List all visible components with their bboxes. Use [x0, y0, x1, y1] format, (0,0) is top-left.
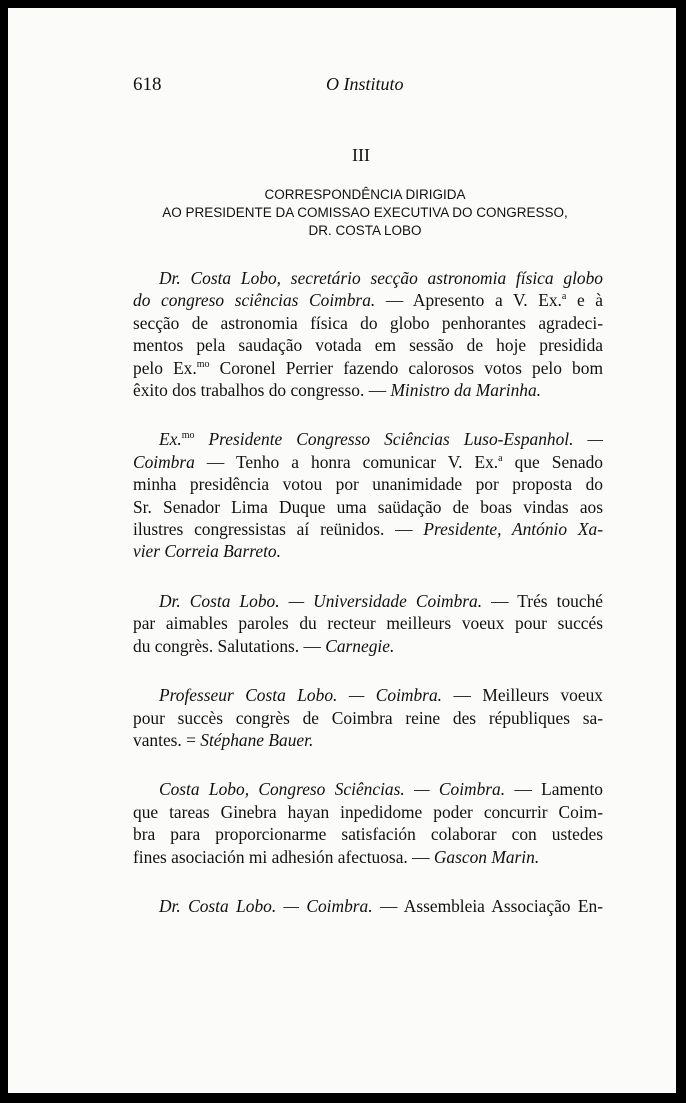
italic-segment: Dr. Costa Lobo. — Universidade Coimbra. — [159, 590, 483, 611]
text-segment: Sr. Senador Lima Duque uma saüdação de boas vindas aos — [133, 496, 603, 517]
italic-segment: Gascon Marin. — [433, 846, 540, 867]
section-number — [8, 145, 676, 166]
text-segment: bra para proporcionarme satisfación colaborar con ustedes — [133, 824, 603, 845]
italic-segment: vier Correia Barreto. — [133, 541, 281, 562]
running-title: O Instituto — [326, 74, 404, 94]
text-line — [133, 846, 603, 868]
italic-segment: Costa Lobo, Congreso Sciências. — Coimbra. — [159, 779, 506, 800]
text-line — [133, 451, 603, 473]
text-segment: ilustres congressistas aí reünidos. — — [133, 519, 424, 540]
italic-segment: Ministro da Marinha. — [390, 380, 542, 401]
text-line — [133, 540, 603, 562]
text-line — [133, 801, 603, 823]
text-segment: — Tenho a honra comunicar V. Ex. — [194, 451, 499, 472]
text-segment: — Meilleurs voeux — [442, 685, 603, 706]
italic-segment: do congreso sciências Coimbra. — [133, 290, 376, 311]
text-line — [133, 357, 603, 379]
text-segment: fines asociación mi adhesión afectuosa. — — [133, 846, 434, 867]
text-line — [133, 635, 603, 657]
text-line — [133, 428, 603, 450]
text-segment: e à — [566, 290, 603, 311]
text-line — [133, 496, 603, 518]
text-segment: minha presidência votou por unanimidade por proposta do — [133, 474, 603, 495]
italic-segment: Presidente Congresso Sciências Luso-Espanhol. — — [194, 429, 603, 450]
text-line — [133, 334, 603, 356]
text-line — [133, 707, 603, 729]
text-segment: — Assembleia Associação En- — [372, 895, 603, 916]
italic-segment: Dr. Costa Lobo, secretário secção astronomia física globo — [159, 268, 603, 288]
italic-segment: Coimbra — [133, 451, 195, 472]
page-number: 618 — [133, 74, 162, 95]
text-segment: — Trés touché — [482, 590, 603, 611]
superscript: mo — [181, 430, 195, 442]
text-segment: que tareas Ginebra hayan inpedidome poder concurrir Coim- — [133, 801, 603, 822]
text-line — [133, 778, 603, 800]
text-line — [133, 473, 603, 495]
italic-segment: Ex. — [159, 429, 182, 450]
text-line — [133, 823, 603, 845]
correspondence-body — [133, 267, 603, 917]
text-segment: que Senado — [502, 451, 603, 472]
text-segment: pelo Ex. — [133, 357, 197, 378]
italic-segment: Dr. Costa Lobo. — Coimbra. — [159, 895, 373, 916]
text-segment: vantes. = — [133, 729, 201, 750]
text-segment: êxito dos trabalhos do congresso. — — [133, 380, 391, 401]
superscript: a — [498, 452, 503, 464]
italic-segment: Carnegie. — [325, 635, 395, 656]
text-line — [133, 289, 603, 311]
section-number-text: III — [352, 145, 370, 165]
text-segment: pour succès congrès de Coimbra reine des républiques sa- — [133, 707, 603, 728]
text-line — [133, 895, 603, 917]
superscript: mo — [196, 358, 210, 370]
telegram-entry — [133, 590, 603, 657]
text-line — [133, 590, 603, 612]
heading-line: AO PRESIDENTE DA COMISSAO EXECUTIVA DO CONGRESSO, — [162, 205, 568, 220]
text-line — [133, 729, 603, 751]
section-heading — [126, 186, 604, 240]
text-line — [133, 612, 603, 634]
text-line — [133, 379, 603, 401]
heading-line: CORRESPONDÊNCIA DIRIGIDA — [264, 187, 466, 202]
telegram-entry — [133, 267, 603, 401]
italic-segment: Stéphane Bauer. — [200, 729, 314, 750]
text-segment: — Apresento a V. Ex. — [375, 290, 562, 311]
telegram-entry — [133, 895, 603, 917]
heading-line: DR. COSTA LOBO — [308, 223, 422, 238]
italic-segment: Professeur Costa Lobo. — Coimbra. — [159, 685, 442, 706]
text-line — [133, 267, 603, 289]
telegram-entry — [133, 684, 603, 751]
text-segment: secção de astronomia física do globo penhorantes agradeci- — [133, 312, 603, 333]
text-segment: par aimables paroles du recteur meilleurs voeux pour succés — [133, 613, 603, 634]
running-header — [133, 74, 603, 100]
telegram-entry — [133, 428, 603, 562]
italic-segment: Presidente, António Xa- — [423, 519, 604, 540]
telegram-entry — [133, 778, 603, 868]
text-segment: Coronel Perrier fazendo calorosos votos pelo bom — [209, 357, 603, 378]
superscript: a — [561, 291, 567, 303]
text-line — [133, 518, 603, 540]
text-segment: du congrès. Salutations. — — [133, 635, 326, 656]
text-line — [133, 312, 603, 334]
text-segment: — Lamento — [505, 779, 603, 800]
book-page — [8, 8, 676, 1093]
text-line — [133, 684, 603, 706]
text-segment: mentos pela saudação votada em sessão de hoje presidida — [133, 335, 603, 356]
